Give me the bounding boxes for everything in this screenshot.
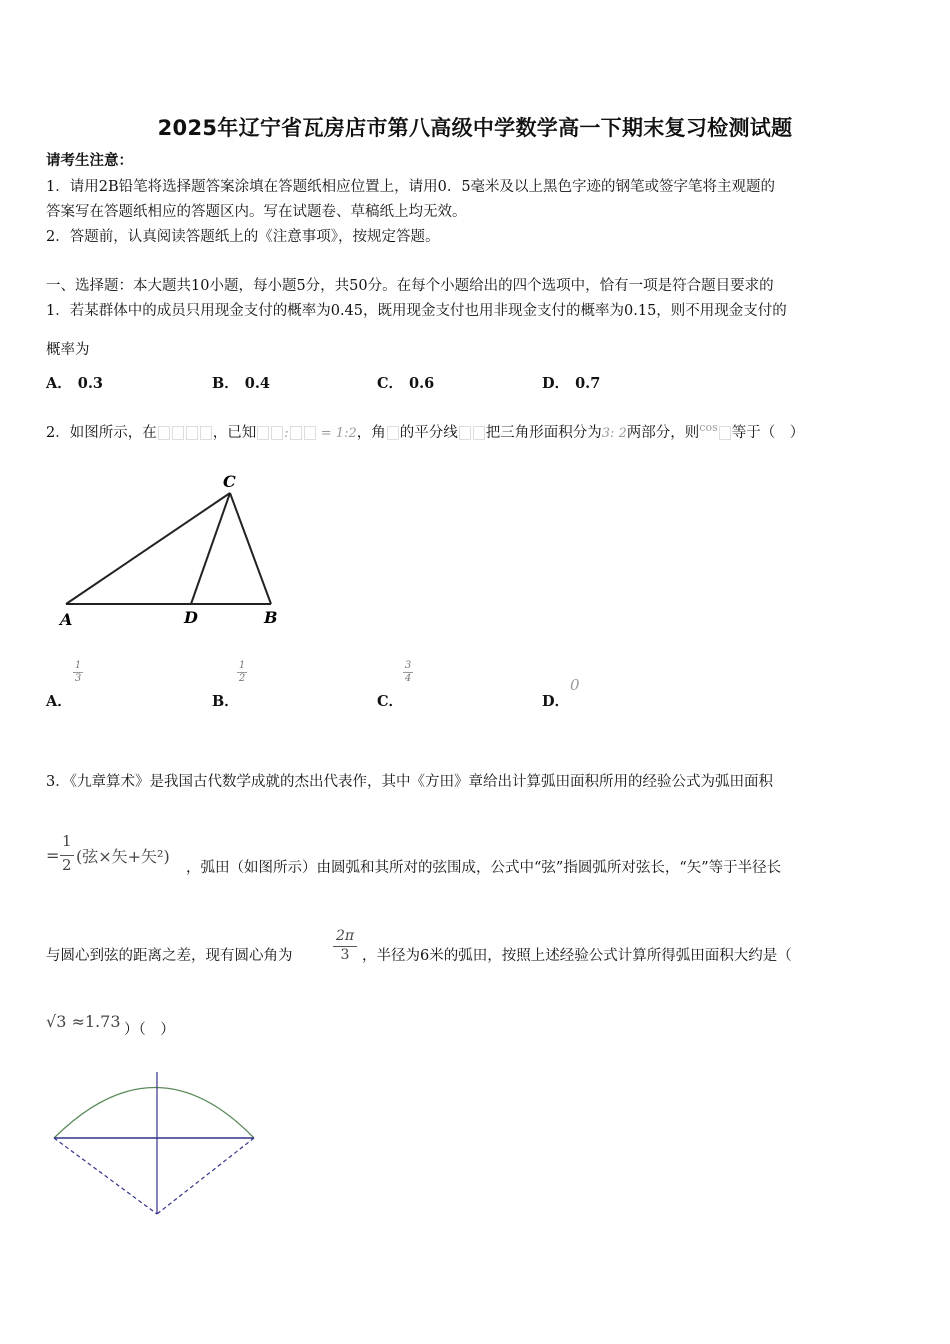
q3-text-line-3b: ，半径为6米的弧田，按照上述经验公式计算所得弧田面积大约是（ [362,948,792,964]
q2-text: 2．如图所示，在 ，已知 : = 1:2，角 的平分线 把三角形面积分为3: 2两部分，则$^{cos}$ 等于（ ） [46,421,805,441]
q3-text-line-4: ）（ ） [124,1022,175,1038]
q3-text-line-1: 3．《九章算术》是我国古代数学成就的杰出代表作，其中《方田》章给出计算弧田面积所用的经验公式为弧田面积 [46,774,773,790]
q1-text-line-1: 1．若某群体中的成员只用现金支付的概率为0.45，既用现金支付也用非现金支付的概率为0.15，则不用现金支付的 [46,303,787,319]
q2-option-d[interactable]: D． [542,693,570,710]
q1-option-d[interactable]: D． 0.7 [542,375,601,392]
label-c: C [223,472,236,491]
missing-formula-icon [158,426,170,440]
q2-option-b[interactable]: B． [212,693,239,710]
q3-text-line-3a: 与圆心到弦的距离之差，现有圆心角为 [46,948,293,964]
notice-line-3: 2．答题前，认真阅读答题纸上的《注意事项》，按规定答题。 [46,229,440,245]
q2-option-a[interactable]: A． [46,693,72,710]
notice-line-1: 1．请用2B铅笔将选择题答案涂填在答题纸相应位置上，请用0．5毫米及以上黑色字迹的钢笔或签字笔将主观题的 [46,179,776,195]
arc-field-figure [46,1062,266,1222]
page-title: 2025年辽宁省瓦房店市第八高级中学数学高一下期末复习检测试题 [157,116,793,140]
q2-option-b-fraction: $\frac{1}{2}$ [238,660,246,684]
label-a: A [60,610,73,629]
label-b: B [264,608,278,627]
label-d: D [184,608,198,627]
q2-option-c[interactable]: C． [377,693,404,710]
notice-heading: 请考生注意： [46,152,133,169]
q3-sqrt-approx: √3 ≈1.73 [46,1012,121,1031]
q2-option-c-fraction: $\frac{3}{4}$ [404,660,412,684]
triangle-figure [46,465,296,635]
q3-text-line-2: ，弧田（如图所示）由圆弧和其所对的弦围成，公式中“弦”指圆弧所对弦长，“矢”等于半径长 [186,860,782,876]
q1-option-b[interactable]: B． 0.4 [212,375,270,392]
section-heading: 一、选择题：本大题共10小题，每小题5分，共50分。在每个小题给出的四个选项中，恰有一项是符合题目要求的 [46,278,774,294]
q3-angle-fraction: 2π 3 [330,928,360,963]
q1-option-a[interactable]: A． 0.3 [46,375,103,392]
q2-option-a-fraction: $\frac{1}{3}$ [74,660,82,684]
notice-line-2: 答案写在答题纸相应的答题区内。写在试题卷、草稿纸上均无效。 [46,204,467,220]
q2-option-d-value: 0 [570,676,580,694]
q1-text-line-2: 概率为 [46,342,90,358]
q1-option-c[interactable]: C． 0.6 [377,375,435,392]
